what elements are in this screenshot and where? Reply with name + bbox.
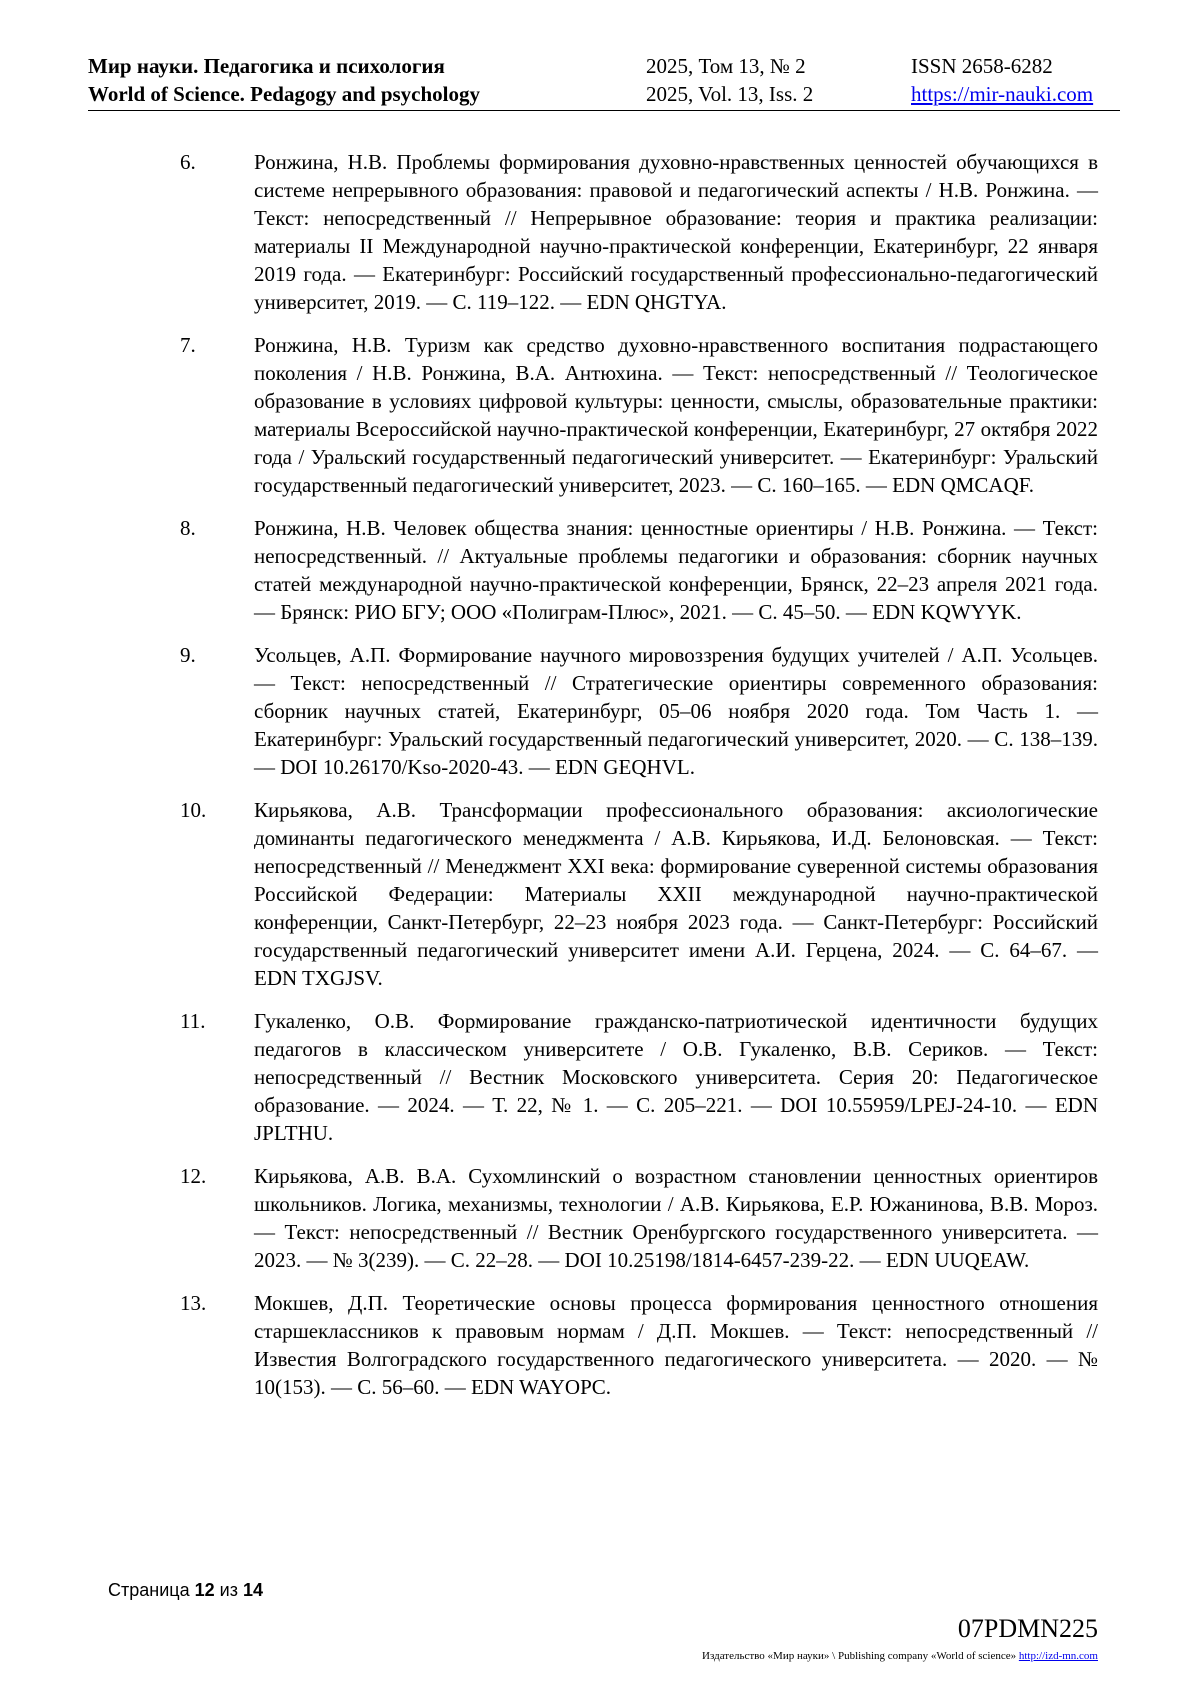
reference-item [180, 148, 1098, 316]
issue-info [646, 52, 813, 108]
journal-url-link[interactable]: https://mir-nauki.com [911, 82, 1094, 106]
page-header [88, 52, 1120, 111]
publisher-url-link[interactable]: http://izd-mn.com [1018, 1650, 1098, 1662]
page-counter [108, 1580, 263, 1601]
reference-item [180, 1162, 1098, 1274]
reference-item [180, 796, 1098, 992]
issue-ru: 2025, Том 13, № 2 [646, 54, 806, 78]
page-total: 14 [242, 1580, 264, 1600]
reference-text: Кирьякова, А.В. В.А. Сухомлинский о возрастном становлении ценностных ориентиров школьников. Логика, механизмы, технологии / А.В. Кирьякова, Е.Р. Южанинова, В.В. Мороз. — Текст: непосредственный // Вестник Оренбургского государственного университета. — 2023. — № 3(239). — С. 22–28. — DOI 10.25198/1814-6457-239-22. — EDN UUQEAW. [254, 1164, 1098, 1272]
reference-number: 9. [180, 643, 196, 667]
article-code: 07PDMN225 [957, 1614, 1098, 1643]
reference-text: Ронжина, Н.В. Проблемы формирования духовно-нравственных ценностей обучающихся в системе непрерывного образования: правовой и педагогический аспекты / Н.В. Ронжина. — Текст: непосредственный // Непрерывное образование: теория и практика реализации: материалы II Международной научно-практической конференции, Екатеринбург, 22 января 2019 года. — Екатеринбург: Российский государственный профессионально-педагогический университет, 2019. — С. 119–122. — EDN QHGTYA. [254, 150, 1098, 314]
reference-text: Ронжина, Н.В. Человек общества знания: ценностные ориентиры / Н.В. Ронжина. — Текст: непосредственный. // Актуальные проблемы педагогики и образования: сборник научных статей международной научно-практической конференции, Брянск, 22–23 апреля 2021 года. — Брянск: РИО БГУ; ООО «Полиграм-Плюс», 2021. — С. 45–50. — EDN KQWYYK. [254, 516, 1098, 624]
page-current: 12 [194, 1580, 215, 1600]
reference-number: 7. [180, 333, 196, 357]
journal-title-en: World of Science. Pedagogy and psychology [88, 82, 481, 106]
page-separator: из [219, 1580, 238, 1600]
reference-item [180, 641, 1098, 781]
reference-item [180, 514, 1098, 626]
publisher-line [702, 1650, 1098, 1662]
reference-text: Мокшев, Д.П. Теоретические основы процесса формирования ценностного отношения старшеклассников к правовым нормам / Д.П. Мокшев. — Текст: непосредственный // Известия Волгоградского государственного педагогического университета. — 2020. — № 10(153). — С. 56–60. — EDN WAYOPC. [254, 1291, 1098, 1399]
reference-text: Ронжина, Н.В. Туризм как средство духовно-нравственного воспитания подрастающего поколения / Н.В. Ронжина, В.А. Антюхина. — Текст: непосредственный // Теологическое образование в условиях цифровой культуры: ценности, смыслы, образовательные практики: материалы Всероссийской научно-практической конференции, Екатеринбург, 27 октября 2022 года / Уральский государственный педагогический университет. — Екатеринбург: Уральский государственный педагогический университет, 2023. — С. 160–165. — EDN QMCAQF. [254, 333, 1098, 497]
journal-title [88, 52, 480, 108]
reference-number: 6. [180, 150, 196, 174]
reference-text: Гукаленко, О.В. Формирование гражданско-патриотической идентичности будущих педагогов в классическом университете / О.В. Гукаленко, В.В. Сериков. — Текст: непосредственный // Вестник Московского университета. Серия 20: Педагогическое образование. — 2024. — Т. 22, № 1. — С. 205–221. — DOI 10.55959/LPEJ-24-10. — EDN JPLTHU. [254, 1009, 1098, 1145]
reference-item [180, 331, 1098, 499]
reference-number: 12. [180, 1164, 207, 1188]
reference-text: Усольцев, А.П. Формирование научного мировоззрения будущих учителей / А.П. Усольцев. — Текст: непосредственный // Стратегические ориентиры современного образования: сборник научных статей, Екатеринбург, 05–06 ноября 2020 года. Том Часть 1. — Екатеринбург: Уральский государственный педагогический университет, 2020. — С. 138–139. — DOI 10.26170/Kso-2020-43. — EDN GEQHVL. [254, 643, 1098, 779]
page-prefix: Страница [108, 1580, 190, 1600]
reference-list [180, 148, 1098, 1416]
issue-en: 2025, Vol. 13, Iss. 2 [646, 82, 814, 106]
issn: ISSN 2658-6282 [911, 54, 1053, 78]
reference-item [180, 1289, 1098, 1401]
reference-number: 13. [180, 1291, 207, 1315]
reference-number: 8. [180, 516, 196, 540]
journal-title-ru: Мир науки. Педагогика и психология [88, 54, 445, 78]
publisher-text: Издательство «Мир науки» \ Publishing company «World of science» [702, 1650, 1017, 1662]
issn-info [911, 52, 1093, 108]
reference-item [180, 1007, 1098, 1147]
reference-number: 10. [180, 798, 207, 822]
reference-number: 11. [180, 1009, 206, 1033]
reference-text: Кирьякова, А.В. Трансформации профессионального образования: аксиологические доминанты педагогического менеджмента / А.В. Кирьякова, И.Д. Белоновская. — Текст: непосредственный // Менеджмент XXI века: формирование суверенной системы образования Российской Федерации: Материалы XXII международной научно-практической конференции, Санкт-Петербург, 22–23 ноября 2023 года. — Санкт-Петербург: Российский государственный педагогический университет имени А.И. Герцена, 2024. — С. 64–67. — EDN TXGJSV. [254, 798, 1098, 990]
